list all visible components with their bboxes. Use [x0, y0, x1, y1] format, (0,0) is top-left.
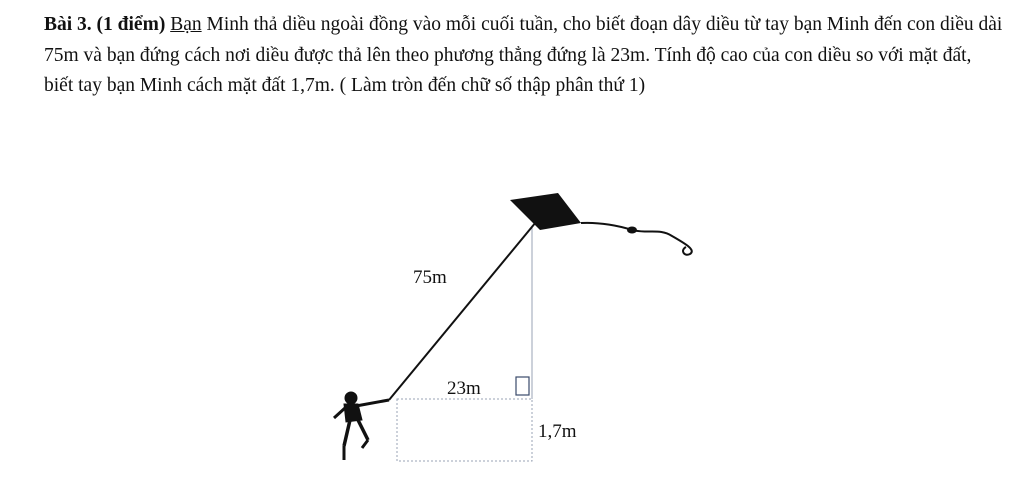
hand-height-label: 1,7m — [538, 421, 577, 442]
hand-height-rectangle — [397, 399, 532, 461]
problem-heading: Bài 3. (1 điểm) — [44, 14, 166, 35]
child-icon — [334, 392, 389, 460]
distance-label: 23m — [447, 378, 481, 399]
right-angle-marker — [516, 377, 529, 395]
kite-tail — [581, 223, 692, 255]
problem-text: Minh thả diều ngoài đồng vào mỗi cuối tuần, cho biết đoạn dây diều từ tay bạn Minh đến con diều dài 75m và bạn đứng cách nơi diều được thả lên theo phương thẳng đứng là 23m. Tính độ cao của con diều so với mặt đất, biết tay bạn Minh cách mặt đất 1,7m. ( Làm tròn đến chữ số thập phân thứ 1) — [44, 14, 1003, 96]
kite-icon — [510, 193, 581, 230]
string-length-label: 75m — [413, 267, 447, 288]
kite-string — [389, 222, 536, 400]
problem-underlined-word: Bạn — [170, 14, 202, 35]
kite-tail-bow — [627, 227, 637, 234]
